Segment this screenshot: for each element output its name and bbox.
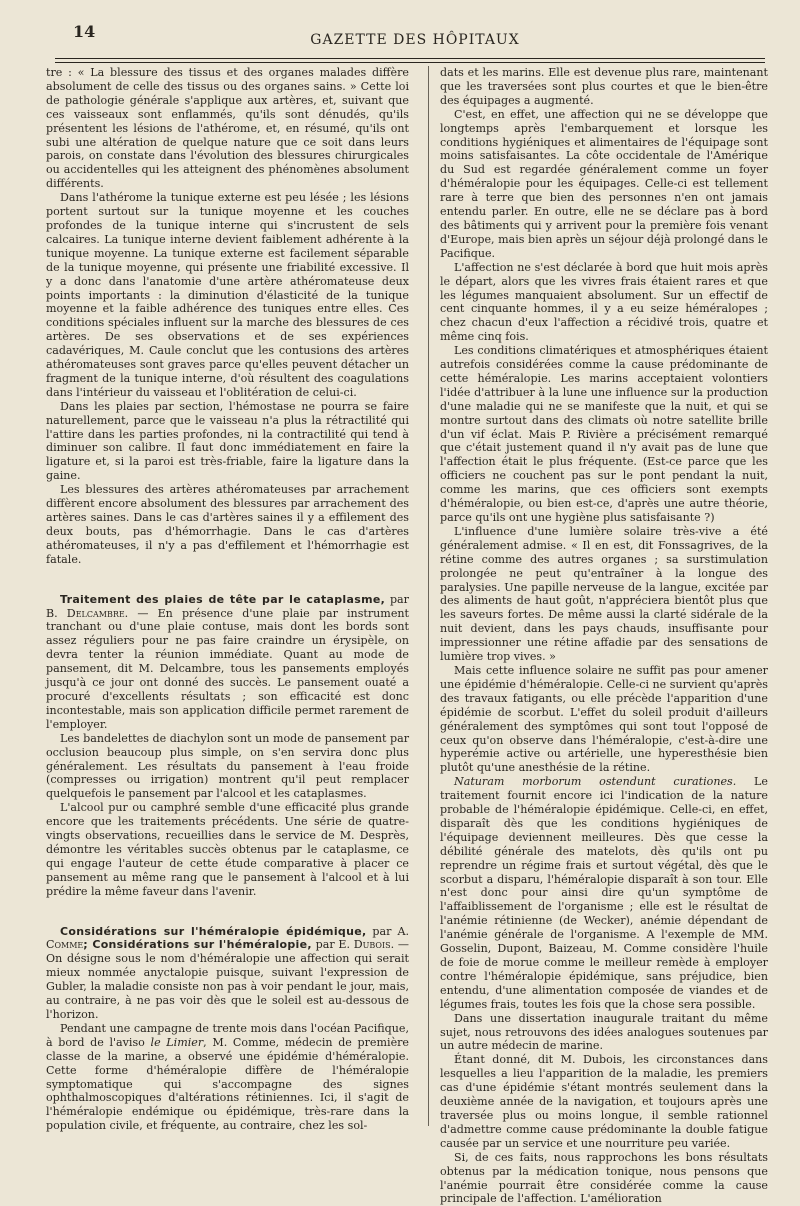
- paragraph: L'affection ne s'est déclarée à bord que huit mois après le départ, alors que les vivres frais étaient rares et que les légumes manquaient absolument. Sur un effectif de cent cinquante hommes, il y a eu seize héméralopes ; chez chacun d'eux l'affection a récidivé trois, quatre et même cinq fois.: [440, 260, 768, 344]
- paragraph: Étant donné, dit M. Dubois, les circonstances dans lesquelles a lieu l'apparition de la maladie, les premiers cas d'une épidémie s'étant montrés seulement dans la deuxième année de la navigation, et toujours après une traversée plus ou moins longue, il semble rationnel d'admettre comme cause prédominante la double fatigue causée par un service et une nourriture peu variée.: [440, 1053, 768, 1150]
- header-rule-thin: [55, 62, 765, 63]
- paragraph: L'alcool pur ou camphré semble d'une efficacité plus grande encore que les traitements précédents. Une série de quatre-vingts observations, recueillies dans le service de M. Desprès, démontre les véritables succès obtenus par le cataplasme, ce qui engage l'auteur de cette étude comparative à placer ce pansement au même rang que le pansement à l'alcool et à lui prédire la même faveur dans l'avenir.: [46, 801, 409, 898]
- section-by: par: [372, 924, 392, 938]
- left-column: [46, 66, 409, 1133]
- paragraph: Les conditions climatériques et atmosphériques étaient autrefois considérées comme la cause prédominante de cette héméralopie. Les marins acceptaient volontiers l'idée d'attribuer à la lune une influence sur la production d'une maladie qui ne se manifeste que la nuit, et qui se montre surtout dans des climats où notre satellite brille d'un vif éclat. Mais P. Rivière a précisément remarqué que c'était justement quand il n'y avait pas de lune que l'affection était le plus fréquente. (Est-ce parce que les officiers ne couchent pas sur le pont pendant la nuit, comme les marins, que ces officiers sont exempts d'héméralopie, ou bien est-ce, d'après une autre théorie, parce qu'ils ont une hygiène plus satisfaisante ?): [440, 344, 768, 524]
- section-title: ; Considérations sur l'héméralopie,: [83, 938, 312, 952]
- page-header: [55, 22, 775, 52]
- section-hemeralopie: [46, 925, 409, 1022]
- text-run: , M. Comme, médecin de première classe de la marine, a observé une épidémie d'héméralopie. Cette forme d'héméralopie diffère de l'héméralopie symptomatique qui s'accompagne des signes ophthalmoscopiques d'altérations rétiniennes. Ici, il s'agit de l'héméralopie endémique ou épidémique, très-rare dans la population civile, et fréquente, au contraire, chez les sol-: [46, 1035, 409, 1133]
- section-text: — En présence d'une plaie par instrument tranchant ou d'une plaie contuse, mais dont les bords sont assez réguliers pour ne pas faire craindre un érysipèle, on devra tenter la réunion immédiate. Quant au mode de pansement, dit M. Delcambre, tous les pansements employés jusqu'à ce jour ont donné des succès. Le pansement ouaté a procuré d'excellents résultats ; son efficacité est donc incontestable, mais son application difficile permet rarement de l'employer.: [46, 606, 409, 731]
- section-by: par: [315, 938, 335, 952]
- text-run: Pendant une campagne de trente mois dans l'océan Pacifique, à bord de l'aviso: [46, 1021, 409, 1049]
- paragraph: Les bandelettes de diachylon sont un mode de pansement par occlusion beaucoup plus simple, on s'en servira donc plus généralement. Les résultats du pansement à l'eau froide (compresses ou irrigation) montrent qu'il peut remplacer quelquefois le pansement par l'alcool et les cataplasmes.: [46, 731, 409, 801]
- page-number: 14: [73, 22, 96, 41]
- paragraph: Les blessures des artères athéromateuses par arrachement diffèrent encore absolument des blessures par arrachement des artères saines. Dans le cas d'artères saines il y a effilement des deux bouts, pas d'hémorrhagie. Dans le cas d'artères athéromateuses, il n'y a pas d'effilement et l'hémorrhagie est fatale.: [46, 483, 409, 566]
- paragraph: Si, de ces faits, nous rapprochons les bons résultats obtenus par la médication tonique, nous pensons que l'anémie pourrait être considérée comme la cause principale de l'affection. L'amélioration: [440, 1150, 768, 1206]
- paragraph: tre : « La blessure des tissus et des organes malades diffère absolument de celle des tissus ou des organes sains. » Cette loi de pathologie générale s'applique aux artères, et, suivant que ces vaisseaux sont enflammés, qu'ils sont dénudés, qu'ils présentent les lésions de l'athérome, et, en résumé, qu'ils ont subi une altération de quelque nature que ce soit dans leurs parois, on constate dans l'évolution des blessures chirurgicales ou accidentelles qui les atteignent des phénomènes absolument différents.: [46, 66, 409, 191]
- ship-name: le Limier: [150, 1035, 204, 1049]
- text-run: Le traitement fournit encore ici l'indication de la nature probable de l'héméralopie épidémique. Celle-ci, en effet, disparaît dès que les conditions hygiéniques de l'équipage deviennent meilleures. Dès que cesse la débilité générale des matelots, dès qu'ils ont pu reprendre un régime frais et surtout végétal, dès que le scorbut a disparu, l'héméralopie disparaît à son tour. Elle n'est donc pour ainsi dire qu'un symptôme de l'affaiblissement de l'organisme ; elle est le résultat de l'anémie rétinienne (de Wecker), anémie dépendant de l'anémie générale de l'organisme. A l'exemple de MM. Gosselin, Dupont, Baizeau, M. Comme considère l'huile de foie de morue comme le meilleur remède à employer contre l'héméralopie épidémique, sans préjudice, bien entendu, d'une alimentation composée de viandes et de légumes frais, toutes les fois que la chose sera possible.: [440, 775, 768, 1011]
- section-by: par: [389, 592, 409, 606]
- section-author: A. Comme: [46, 924, 409, 952]
- section-title: Considérations sur l'héméralopie épidémique,: [60, 924, 367, 938]
- header-rule: [55, 58, 765, 59]
- section-text: — On désigne sous le nom d'héméralopie une affection qui serait mieux nommée anyctalopie puisque, suivant l'expression de Gubler, la maladie consiste non pas à voir pendant le jour, mais, au contraire, à ne pas voir dès que le soleil est au-dessous de l'horizon.: [46, 938, 409, 1021]
- paragraph: Mais cette influence solaire ne suffit pas pour amener une épidémie d'héméralopie. Celle-ci ne survient qu'après des travaux fatigants, ou elle précède l'apparition d'une épidémie de scorbut. L'effet du soleil produit d'ailleurs généralement des symptômes qui sont tout l'opposé de ceux qu'on observe dans l'héméralopie, c'est-à-dire une hyperémie active ou artérielle, une hyperesthésie bien plutôt qu'une anesthésie de la rétine.: [440, 663, 768, 775]
- running-title: GAZETTE DES HÔPITAUX: [310, 32, 520, 48]
- section-title: Traitement des plaies de tête par le cataplasme,: [60, 592, 386, 606]
- column-divider: [428, 66, 429, 1126]
- paragraph: C'est, en effet, une affection qui ne se développe que longtemps après l'embarquement et lorsque les conditions hygiéniques et alimentaires de l'équipage sont moins satisfaisantes. La côte occidentale de l'Amérique du Sud est regardée généralement comme un foyer d'héméralopie pour les équipages. Celle-ci est tellement rare à terre que bien des personnes n'en ont jamais entendu parler. En outre, elle ne se déclare pas à bord des bâtiments qui y arrivent pour la première fois venant d'Europe, mais bien après un séjour déjà prolongé dans le Pacifique.: [440, 107, 768, 260]
- section-author: E. Dubois.: [338, 938, 395, 952]
- right-column: [440, 66, 768, 1206]
- section-author: B. Delcambre.: [46, 606, 129, 620]
- paragraph: dats et les marins. Elle est devenue plus rare, maintenant que les traversées sont plus courtes et que le bien-être des équipages a augmenté.: [440, 66, 768, 107]
- paragraph: Dans les plaies par section, l'hémostase ne pourra se faire naturellement, parce que le vaisseau n'a plus la rétractilité qui l'attire dans les parties profondes, ni la contractilité qui tend à diminuer son calibre. Il faut donc immédiatement en faire la ligature et, si la paroi est très-friable, faire la ligature dans la gaine.: [46, 399, 409, 483]
- paragraph: Dans l'athérome la tunique externe est peu lésée ; les lésions portent surtout sur la tunique moyenne et les couches profondes de la tunique interne qui s'incrustent de sels calcaires. La tunique interne devient faiblement adhérente à la tunique moyenne. La tunique externe est facilement séparable de la tunique moyenne, qui présente une friabilité excessive. Il y a donc dans l'anatomie d'une artère athéromateuse deux points importants : la diminution d'élasticité de la tunique moyenne et la faible adhérence des tuniques entre elles. Ces conditions spéciales influent sur la marche des blessures de ces artères. De ses observations et de ses expériences cadavériques, M. Caule conclut que les contusions des artères athéromateuses sont graves parce qu'elles peuvent détacher un fragment de la tunique interne, d'où résultent des coagulations dans l'intérieur du vaisseau et l'oblitération de celui-ci.: [46, 191, 409, 399]
- latin-quote: Naturam morborum ostendunt curationes.: [454, 775, 737, 789]
- paragraph: L'influence d'une lumière solaire très-vive a été généralement admise. « Il en est, dit Fonssagrives, de la rétine comme des autres organes ; sa surstimulation prolongée ne peut qu'entraîner à la longue des paralysies. Une papille nerveuse de la langue, excitée par des aliments de haut goût, n'appréciera bientôt plus que les saveurs fortes. De même aussi la clarté sidérale de la nuit devient, dans les pays chauds, insuffisante pour impressionner une rétine affadie par des sensations de lumière trop vives. »: [440, 524, 768, 664]
- paragraph: [46, 1022, 409, 1133]
- section-delcambre: [46, 593, 409, 732]
- paragraph: [440, 775, 768, 1011]
- paragraph: Dans une dissertation inaugurale traitant du même sujet, nous retrouvons des idées analogues soutenues par un autre médecin de marine.: [440, 1011, 768, 1053]
